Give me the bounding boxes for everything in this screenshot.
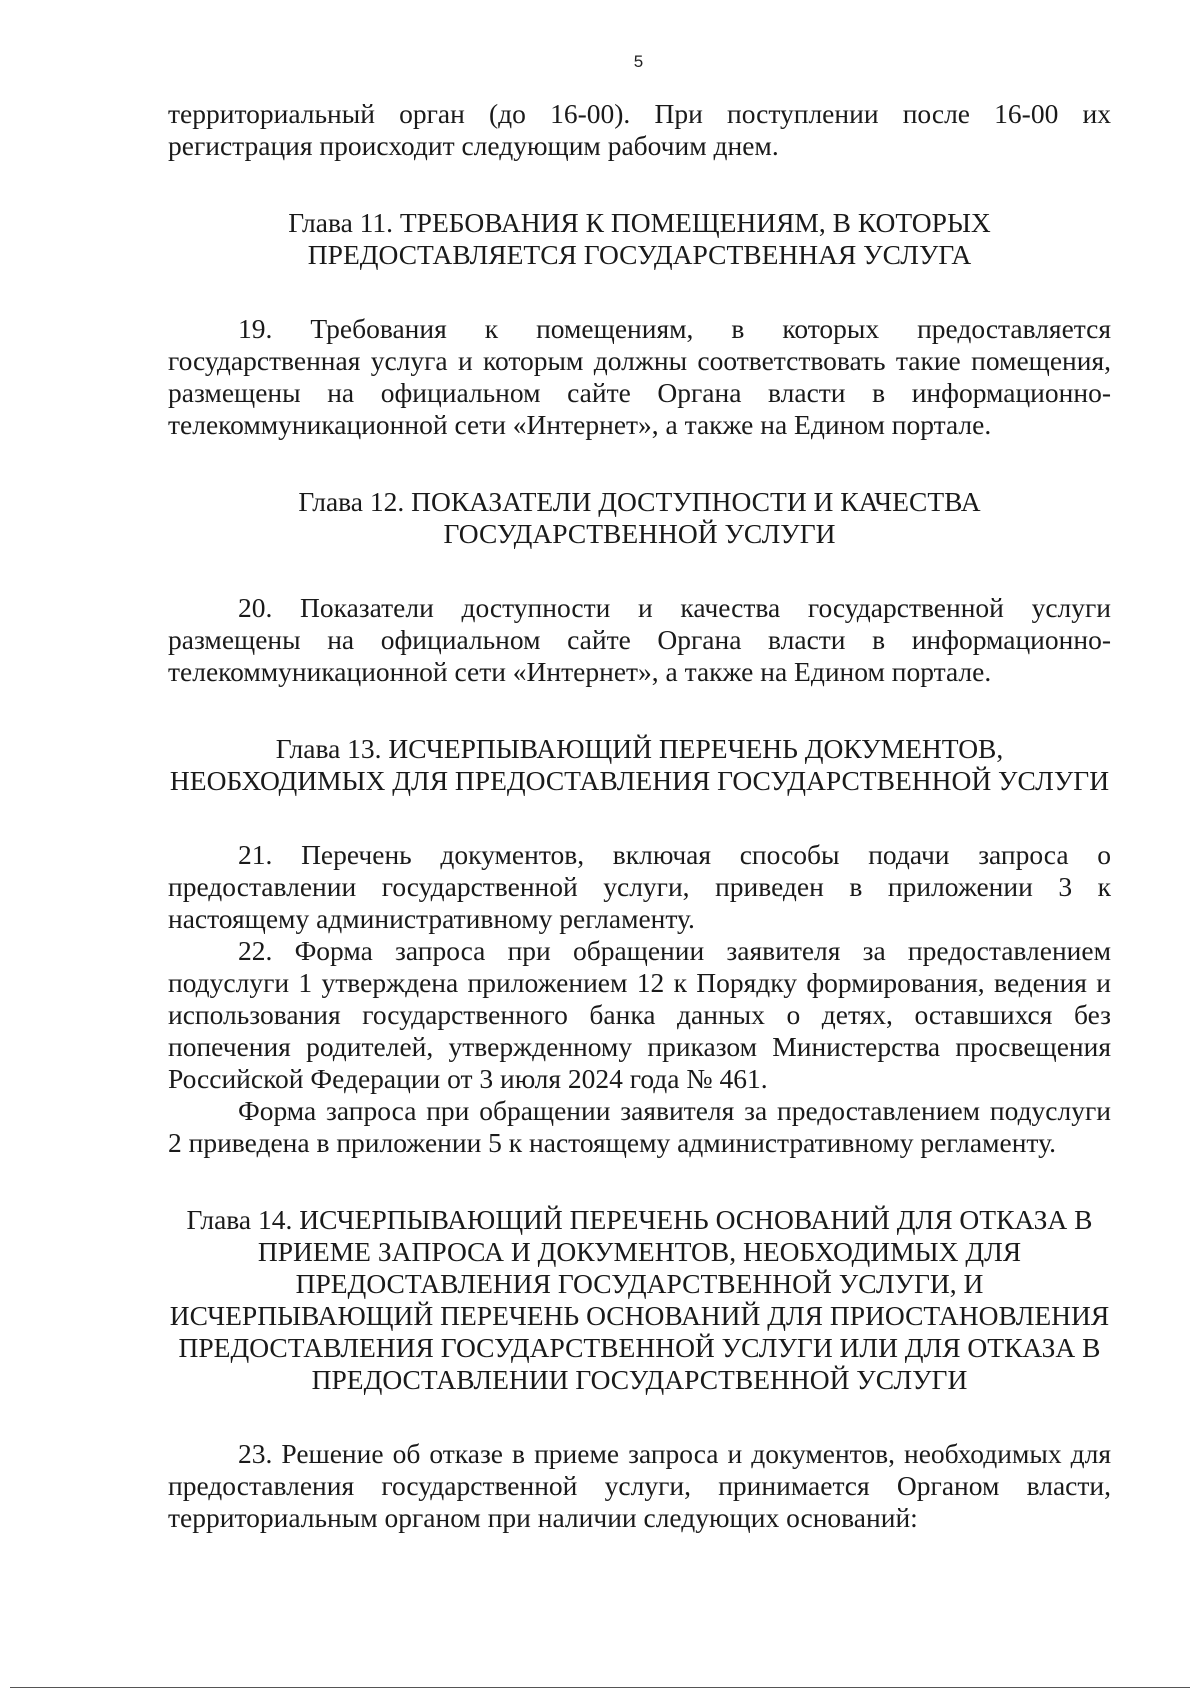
chapter-12-heading: Глава 12. ПОКАЗАТЕЛИ ДОСТУПНОСТИ И КАЧЕСТВА ГОСУДАРСТВЕННОЙ УСЛУГИ	[298, 486, 981, 549]
paragraph-22-continuation: Форма запроса при обращении заявителя за предоставлением подуслуги 2 приведена в приложении 5 к настоящему административному регламенту.	[168, 1095, 1111, 1158]
chapter-11-heading: Глава 11. ТРЕБОВАНИЯ К ПОМЕЩЕНИЯМ, В КОТОРЫХ ПРЕДОСТАВЛЯЕТСЯ ГОСУДАРСТВЕННАЯ УСЛУГА	[288, 207, 991, 270]
opening-paragraph: территориальный орган (до 16-00). При поступлении после 16-00 их регистрация происходит следующим рабочим днем.	[168, 98, 1111, 161]
document-body	[168, 98, 1111, 1534]
page-number: 5	[633, 52, 644, 71]
chapter-13-heading: Глава 13. ИСЧЕРПЫВАЮЩИЙ ПЕРЕЧЕНЬ ДОКУМЕНТОВ, НЕОБХОДИМЫХ ДЛЯ ПРЕДОСТАВЛЕНИЯ ГОСУДАРСТВЕННОЙ УСЛУГИ	[169, 733, 1110, 796]
paragraph-21: 21. Перечень документов, включая способы подачи запроса о предоставлении государственной услуги, приведен в приложении 3 к настоящему административному регламенту.	[168, 839, 1111, 934]
paragraph-20: 20. Показатели доступности и качества государственной услуги размещены на официальном сайте Органа власти в информационно-телекоммуникационной сети «Интернет», а также на Едином портале.	[168, 592, 1111, 687]
paragraph-23: 23. Решение об отказе в приеме запроса и документов, необходимых для предоставления государственной услуги, принимается Органом власти, территориальным органом при наличии следующих оснований:	[168, 1438, 1111, 1533]
chapter-14-heading: Глава 14. ИСЧЕРПЫВАЮЩИЙ ПЕРЕЧЕНЬ ОСНОВАНИЙ ДЛЯ ОТКАЗА В ПРИЕМЕ ЗАПРОСА И ДОКУМЕНТОВ, НЕОБХОДИМЫХ ДЛЯ ПРЕДОСТАВЛЕНИЯ ГОСУДАРСТВЕННОЙ УСЛУГИ, И ИСЧЕРПЫВАЮЩИЙ ПЕРЕЧЕНЬ ОСНОВАНИЙ ДЛЯ ПРИОСТАНОВЛЕНИЯ ПРЕДОСТАВЛЕНИЯ ГОСУДАРСТВЕННОЙ УСЛУГИ ИЛИ ДЛЯ ОТКАЗА В ПРЕДОСТАВЛЕНИИ ГОСУДАРСТВЕННОЙ УСЛУГИ	[169, 1204, 1110, 1395]
paragraph-19: 19. Требования к помещениям, в которых предоставляется государственная услуга и которым должны соответствовать такие помещения, размещены на официальном сайте Органа власти в информационно-телекоммуникационной сети «Интернет», а также на Едином портале.	[168, 313, 1111, 440]
bottom-rule	[10, 1687, 1190, 1688]
paragraph-22: 22. Форма запроса при обращении заявителя за предоставлением подуслуги 1 утверждена приложением 12 к Порядку формирования, ведения и использования государственного банка данных о детях, оставшихся без попечения родителей, утвержденному приказом Министерства просвещения Российской Федерации от 3 июля 2024 года № 461.	[168, 935, 1111, 1094]
